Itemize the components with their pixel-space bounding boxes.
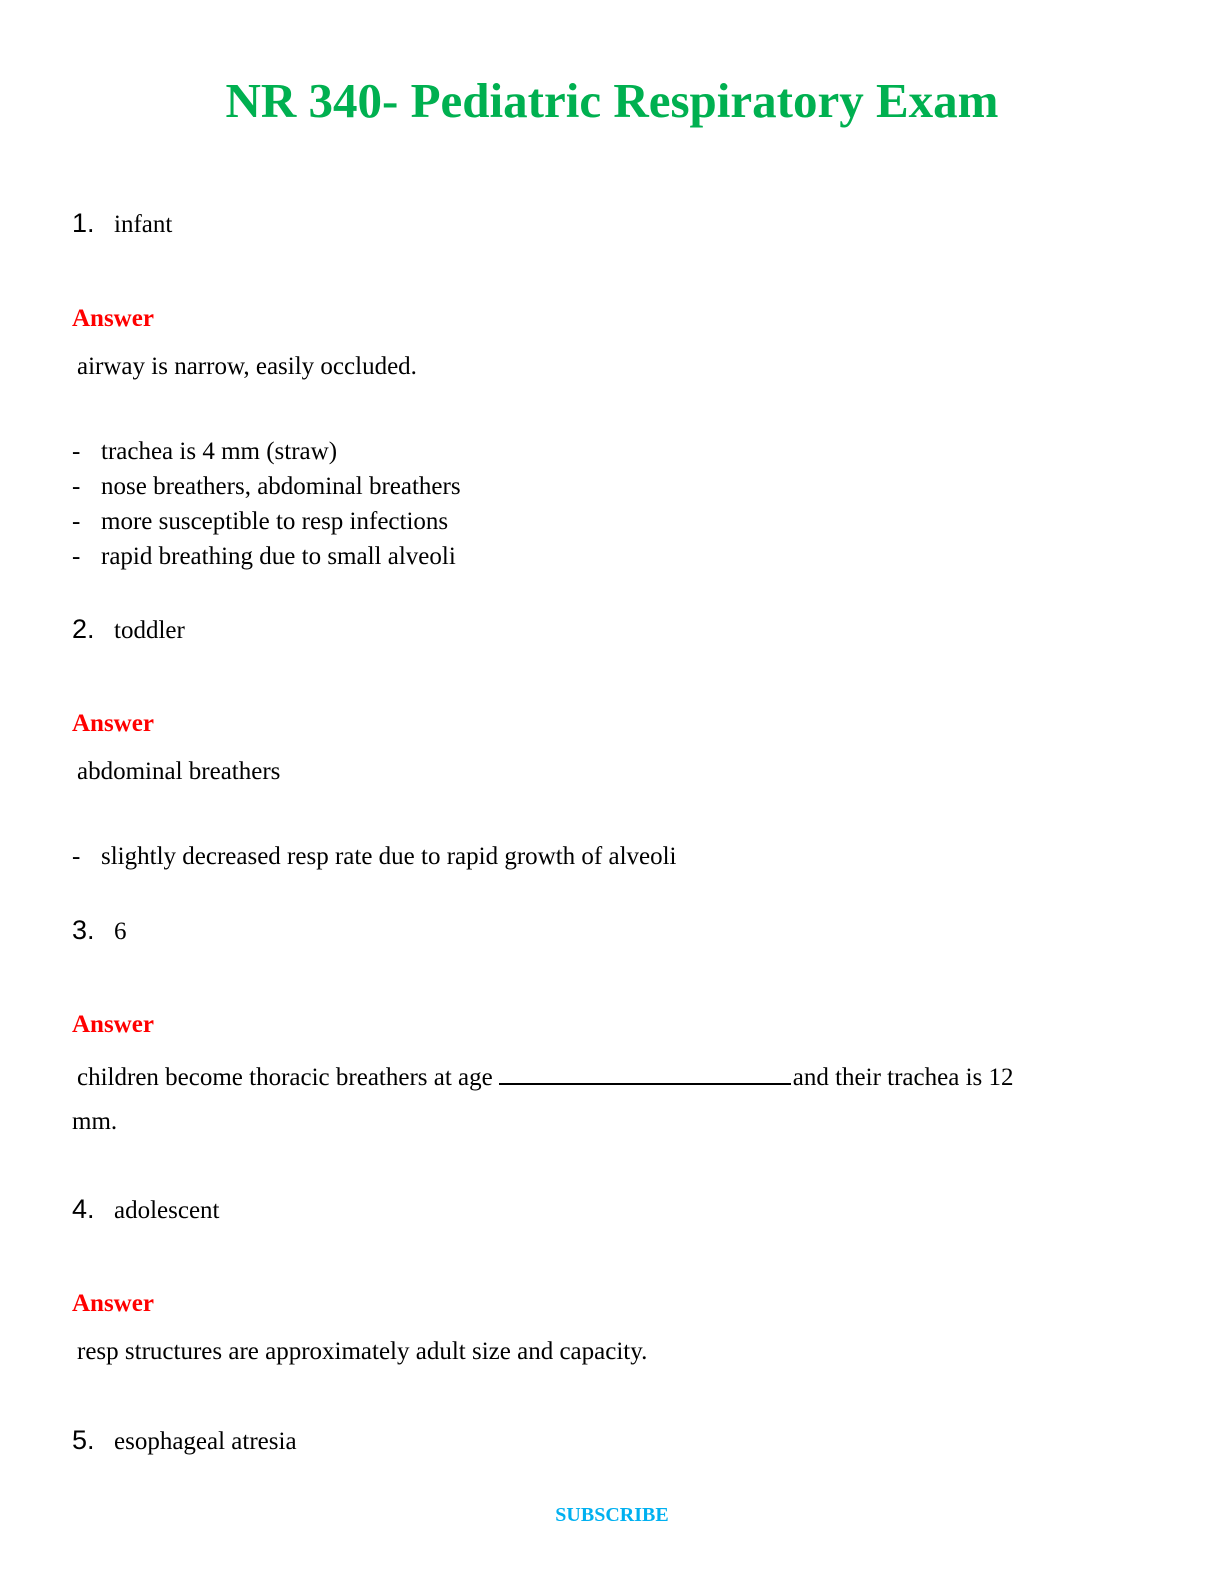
bullet-text: rapid breathing due to small alveoli <box>101 543 456 570</box>
question-prompt: adolescent <box>114 1197 220 1224</box>
question-1 <box>72 208 172 239</box>
bullet-text: trachea is 4 mm (straw) <box>101 438 338 465</box>
answer-label: Answer <box>72 1011 154 1038</box>
question-number: 3. <box>72 915 95 945</box>
bullet-item <box>72 543 456 571</box>
bullet-dash: - <box>72 473 81 500</box>
bullet-item <box>72 843 677 871</box>
question-4 <box>72 1194 220 1225</box>
question-prompt: toddler <box>114 617 185 644</box>
bullet-dash: - <box>72 843 81 870</box>
subscribe-link[interactable]: SUBSCRIBE <box>555 1504 669 1526</box>
question-3 <box>72 915 127 946</box>
question-5 <box>72 1425 297 1456</box>
question-2 <box>72 614 185 645</box>
answer-label: Answer <box>72 305 154 332</box>
answer-text: abdominal breathers <box>77 758 281 785</box>
answer-text <box>77 1059 1014 1092</box>
bullet-dash: - <box>72 438 81 465</box>
question-number: 2. <box>72 614 95 644</box>
page-title: NR 340- Pediatric Respiratory Exam <box>225 73 999 128</box>
fill-in-blank <box>499 1059 791 1085</box>
question-prompt: 6 <box>114 918 127 945</box>
question-prompt: esophageal atresia <box>114 1428 297 1455</box>
answer-text-after-blank: and their trachea is 12 <box>792 1064 1014 1091</box>
answer-text: resp structures are approximately adult size and capacity. <box>77 1338 648 1365</box>
question-number: 1. <box>72 208 95 238</box>
bullet-item <box>72 438 337 466</box>
question-number: 4. <box>72 1194 95 1224</box>
bullet-text: slightly decreased resp rate due to rapid growth of alveoli <box>101 843 677 870</box>
bullet-item <box>72 508 448 536</box>
answer-label: Answer <box>72 710 154 737</box>
answer-text-before-blank: children become thoracic breathers at age <box>77 1064 493 1091</box>
bullet-dash: - <box>72 508 81 535</box>
answer-text: airway is narrow, easily occluded. <box>77 353 417 380</box>
question-prompt: infant <box>114 211 173 238</box>
bullet-dash: - <box>72 543 81 570</box>
question-number: 5. <box>72 1425 95 1455</box>
bullet-item <box>72 473 461 501</box>
bullet-text: more susceptible to resp infections <box>101 508 449 535</box>
bullet-text: nose breathers, abdominal breathers <box>101 473 461 500</box>
answer-label: Answer <box>72 1290 154 1317</box>
answer-text-line2: mm. <box>72 1108 118 1135</box>
